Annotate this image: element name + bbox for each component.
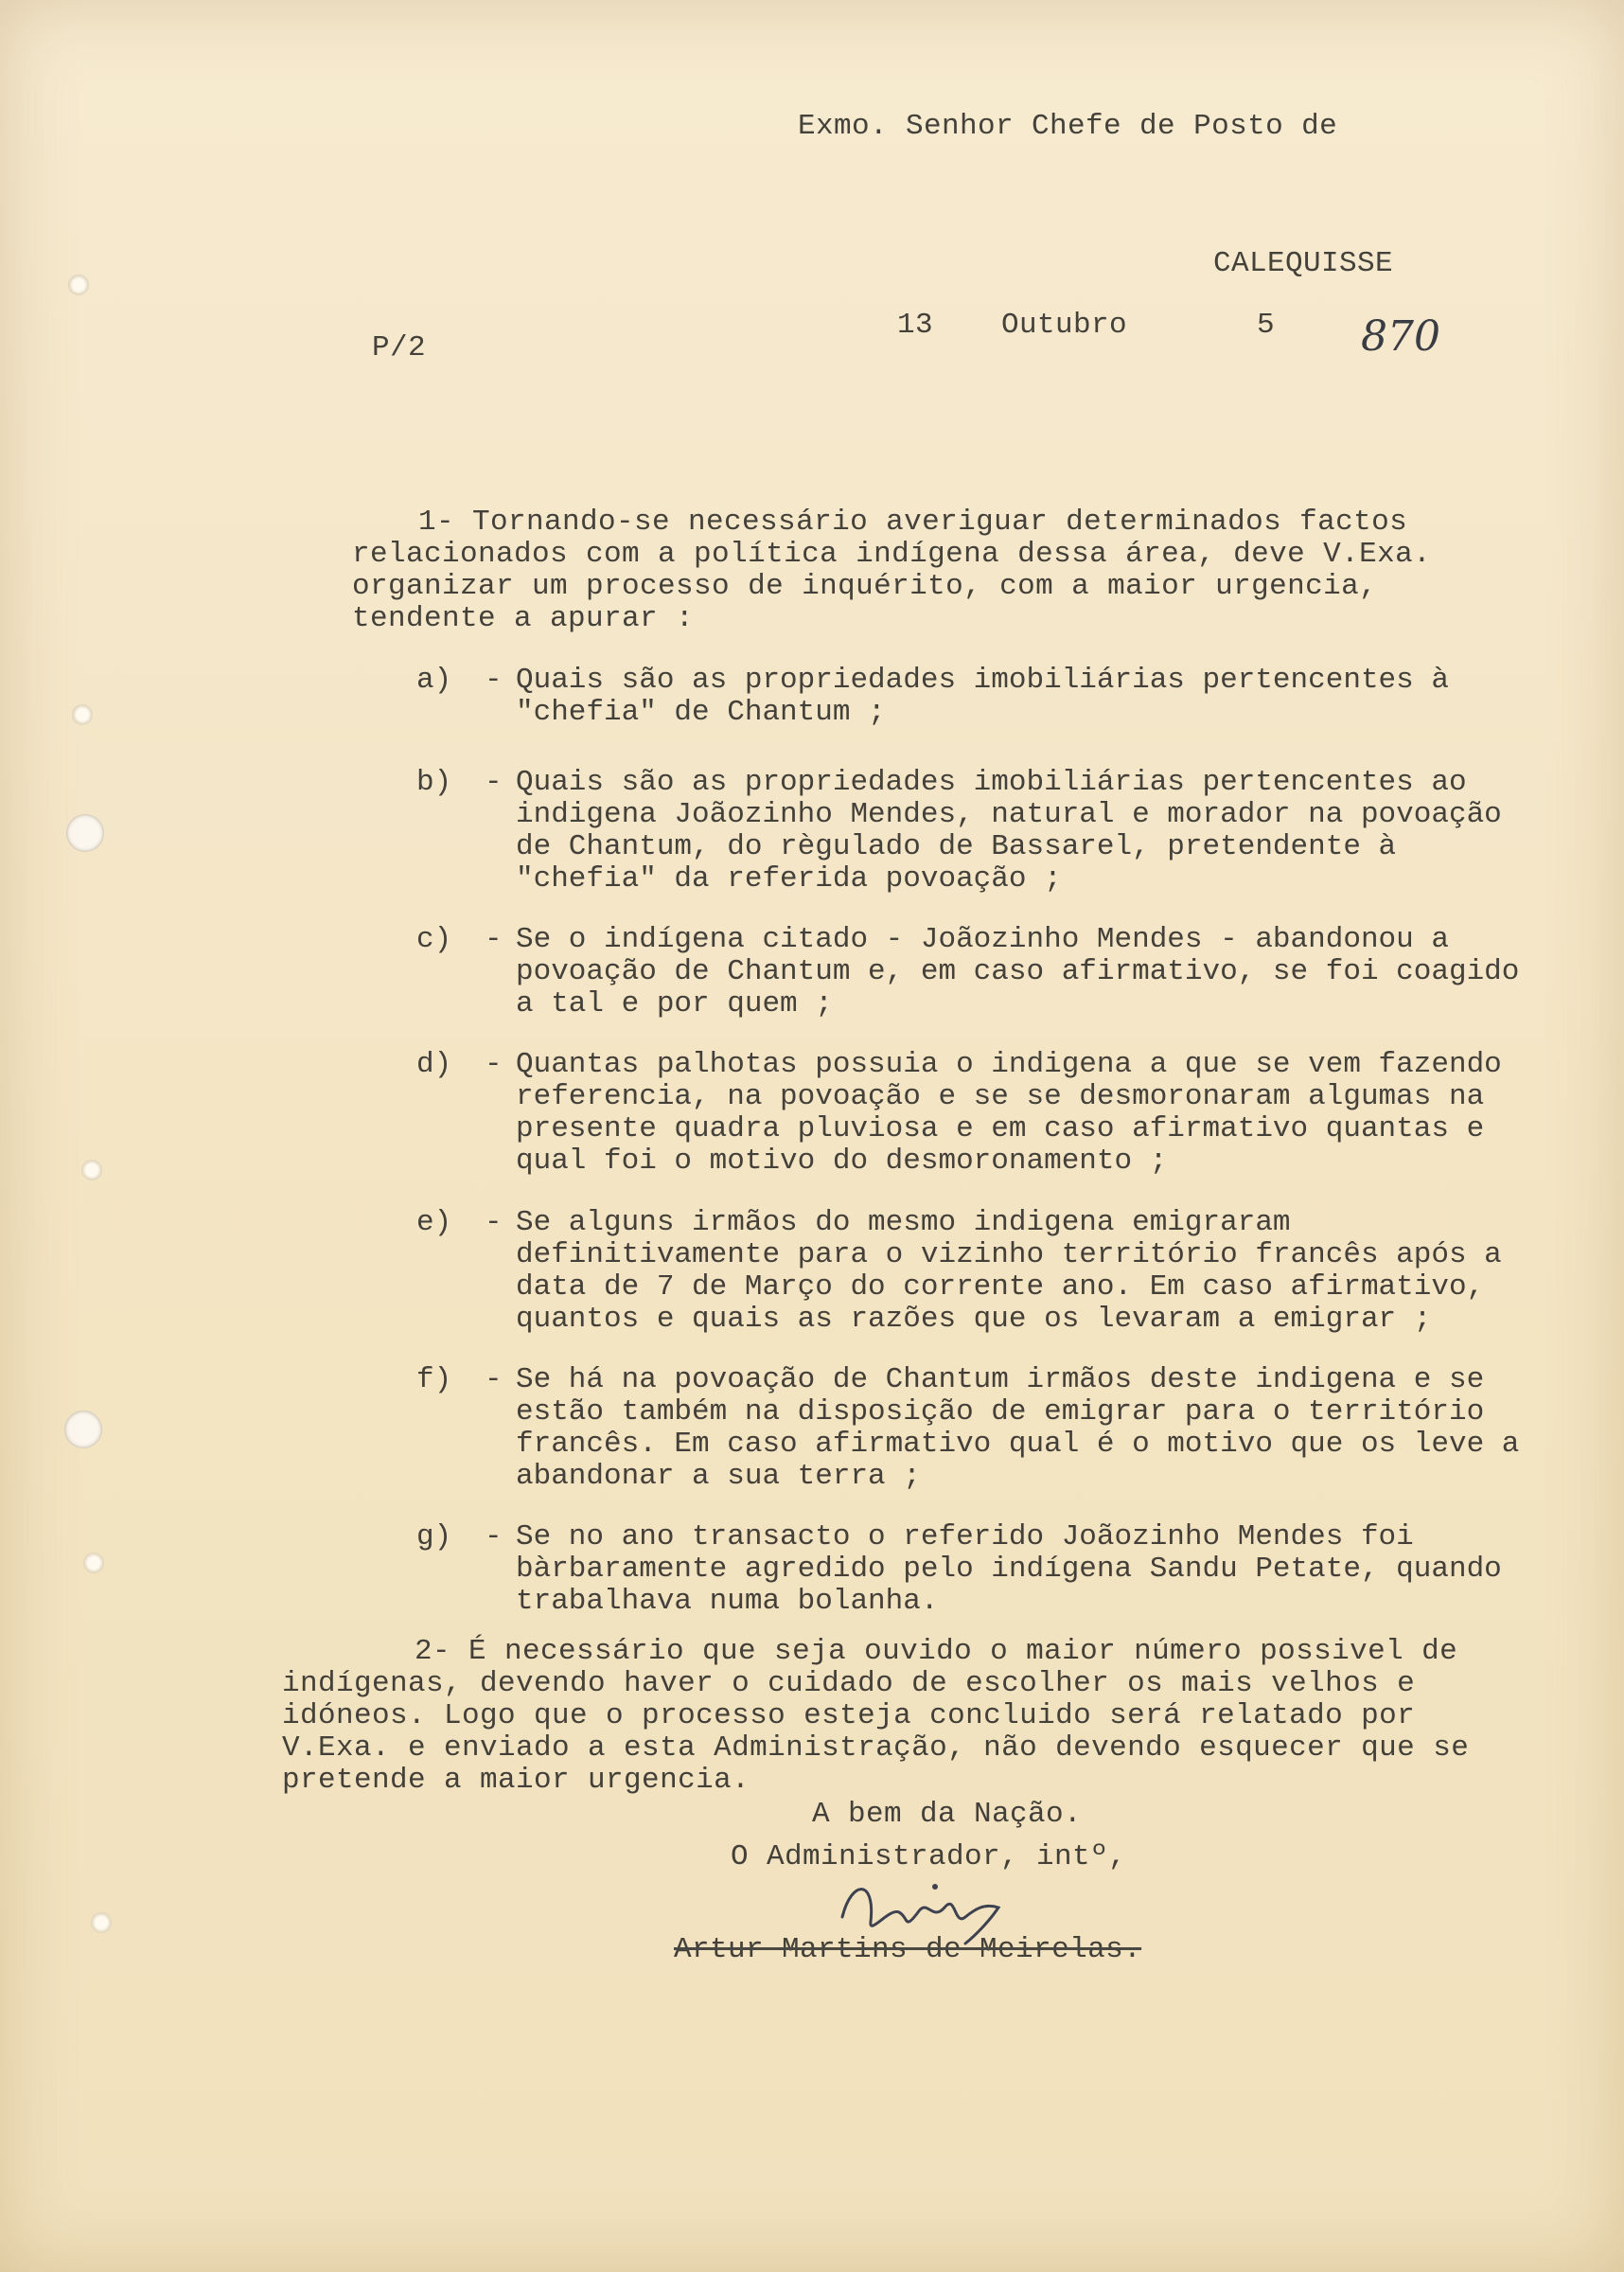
item-marker: c) [416, 923, 452, 956]
item-text: Se alguns irmãos do mesmo indigena emigraram definitivamente para o vizinho território francês após a data de 7 de Março do corrente ano. Em caso afirmativo, quantos e quais as razões que os levaram a emigrar ; [516, 1206, 1502, 1336]
paragraph-1: 1- Tornando-se necessário averiguar determinados factos relacionados com a política indígena dessa área, deve V.Exa. organizar um processo de inquérito, com a maior urgencia, tendente a apurar : [352, 506, 1432, 635]
item-dash: - [485, 1363, 503, 1396]
item-text: Quais são as propriedades imobiliárias pertencentes ao indigena Joãozinho Mendes, natural e morador na povoação de Chantum, do règulado de Bassarel, pretendente à "chefia" da referida povoação ; [516, 766, 1502, 896]
signatory-title: O Administrador, intº, [731, 1840, 1127, 1873]
item-marker: e) [416, 1206, 452, 1239]
binder-hole [68, 275, 89, 295]
item-text: Se no ano transacto o referido Joãozinho Mendes foi bàrbaramente agredido pelo indígena Sandu Petate, quando trabalhava numa bolanha. [516, 1520, 1502, 1618]
item-text: Se há na povoação de Chantum irmãos deste indigena e se estão também na disposição de emigrar para o território francês. Em caso afirmativo qual é o motivo que os leve a abandonar a sua terra ; [516, 1363, 1520, 1493]
item-dash: - [485, 923, 503, 956]
date-day: 13 [897, 309, 934, 342]
item-marker: g) [416, 1520, 452, 1553]
item-text: Quantas palhotas possuia o indigena a que se vem fazendo referencia, na povoação e se se desmoronaram algumas na presente quadra pluviosa e em caso afirmativo quantas e qual foi o motivo do desmoronamento ; [516, 1048, 1502, 1178]
reference-code: P/2 [372, 331, 427, 364]
binder-hole [83, 1553, 104, 1573]
closing-salutation: A bem da Nação. [812, 1798, 1083, 1831]
addressee-line: Exmo. Senhor Chefe de Posto de [798, 110, 1338, 143]
date-month: Outubro [1001, 309, 1128, 342]
item-marker: f) [416, 1363, 452, 1396]
binder-hole [91, 1912, 112, 1933]
item-dash: - [485, 1206, 503, 1239]
binder-hole [66, 814, 104, 852]
handwritten-number: 870 [1361, 312, 1440, 361]
signatory-name: Artur Martins de Meirelas. [674, 1933, 1142, 1966]
binder-hole [72, 704, 93, 725]
date-year-digit: 5 [1257, 309, 1276, 342]
item-marker: b) [416, 766, 452, 799]
binder-hole [81, 1160, 102, 1180]
item-dash: - [485, 1048, 503, 1081]
item-text: Se o indígena citado - Joãozinho Mendes - abandonou a povoação de Chantum e, em caso afirmativo, se foi coagido a tal e por quem ; [516, 923, 1520, 1021]
place-name: CALEQUISSE [1213, 247, 1394, 280]
item-dash: - [485, 664, 503, 697]
paragraph-2: 2- É necessário que seja ouvido o maior número possivel de indígenas, devendo haver o cuidado de escolher os mais velhos e idóneos. Logo que o processo esteja concluido será relatado por V.Exa. e enviado a esta Administração, não devendo esquecer que se pretende a maior urgencia. [282, 1635, 1470, 1797]
item-dash: - [485, 766, 503, 799]
item-marker: a) [416, 664, 452, 697]
item-text: Quais são as propriedades imobiliárias pertencentes à "chefia" de Chantum ; [516, 664, 1449, 729]
item-marker: d) [416, 1048, 452, 1081]
binder-hole [64, 1411, 102, 1448]
item-dash: - [485, 1520, 503, 1553]
